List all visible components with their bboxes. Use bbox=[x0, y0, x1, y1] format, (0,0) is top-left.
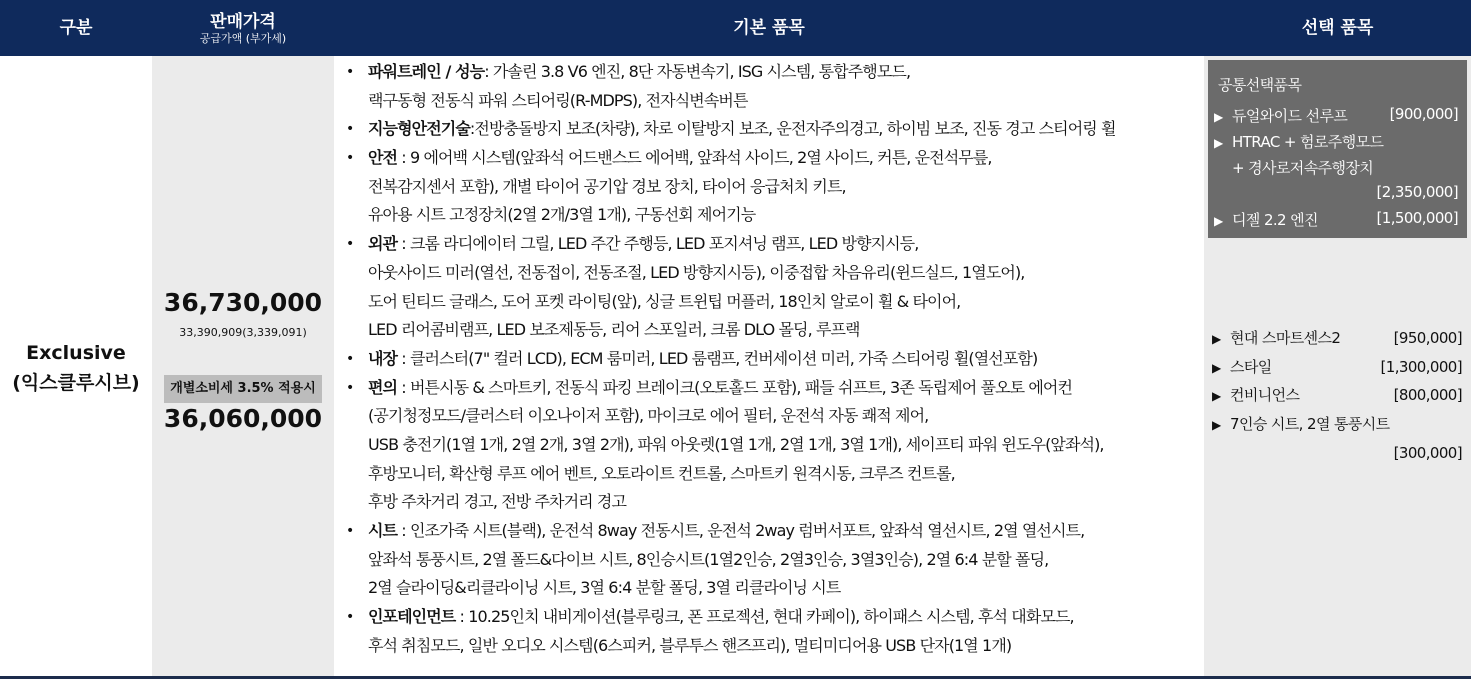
trim-option-item: ▶ 스타일 [1,300,000] bbox=[1212, 353, 1462, 382]
trim-option-item: ▶ 현대 스마트센스2 [950,000] bbox=[1212, 324, 1462, 353]
trim-option-price: [300,000] bbox=[1393, 443, 1462, 462]
price-tax: 36,060,000 bbox=[163, 404, 323, 433]
trim-name: Exclusive bbox=[26, 341, 126, 364]
basic-item-convenience: • 편의 : 버튼시동 & 스마트키, 전동식 파킹 브레이크(오토홀드 포함), 패들 쉬프트, 3존 독립제어 풀오토 에어컨 bbox=[346, 377, 1073, 397]
basic-items bbox=[338, 58, 1204, 660]
basic-item-line: 랙구동형 전동식 파워 스티어링(R-MDPS), 전자식변속버튼 bbox=[368, 90, 748, 110]
common-options-box bbox=[1208, 60, 1467, 238]
header-price-label: 판매가격 bbox=[210, 11, 276, 32]
basic-item-powertrain: • 파워트레인 / 성능: 가솔린 3.8 V6 엔진, 8단 자동변속기, ISG 시스템, 통합주행모드, bbox=[346, 62, 911, 81]
common-option-subline: + 경사로저속주행장치 bbox=[1232, 159, 1374, 177]
basic-item-exterior: • 외관 : 크롬 라디에이터 그릴, LED 주간 주행등, LED 포지셔닝 램프, LED 방향지시등, bbox=[346, 234, 919, 254]
bullet-triangle-icon: ▶ bbox=[1212, 332, 1221, 346]
header-basic-label: 기본 품목 bbox=[733, 18, 805, 38]
basic-item-line: 2열 슬라이딩&리클라이닝 시트, 3열 6:4 분할 폴딩, 3열 리클라이닝 시트 bbox=[368, 578, 841, 598]
common-option-item: ▶ 듀얼와이드 선루프 [900,000] bbox=[1214, 105, 1458, 125]
basic-item-line: 도어 틴티드 글래스, 도어 포켓 라이팅(앞), 싱글 트윈팁 머플러, 18인치 알로이 휠 & 타이어, bbox=[368, 291, 961, 311]
header-trim-label: 구분 bbox=[59, 18, 93, 38]
trim-option-item: ▶ 컨비니언스 [800,000] bbox=[1212, 381, 1462, 410]
tax-label: 개별소비세 3.5% 적용시 bbox=[164, 375, 322, 403]
header-trim bbox=[0, 0, 152, 56]
bullet-triangle-icon: ▶ bbox=[1214, 136, 1223, 150]
header-option bbox=[1204, 0, 1471, 56]
price-cell bbox=[156, 56, 330, 679]
header-price-sublabel: 공급가액 (부가세) bbox=[199, 31, 287, 45]
price-main: 36,730,000 bbox=[163, 288, 323, 317]
basic-item-safety-tech: • 지능형안전기술:전방충돌방지 보조(차량), 차로 이탈방지 보조, 운전자주의경고, 하이빔 보조, 진동 경고 스티어링 휠 bbox=[346, 119, 1116, 139]
trim-cell bbox=[0, 56, 152, 679]
basic-item-line: 전복감지센서 포함), 개별 타이어 공기압 경보 장치, 타이어 응급처치 키트, bbox=[368, 176, 846, 196]
common-option-item: ▶ HTRAC + 험로주행모드 bbox=[1214, 133, 1384, 151]
basic-item-seat: • 시트 : 인조가죽 시트(블랙), 운전석 8way 전동시트, 운전석 2way 럼버서포트, 앞좌석 열선시트, 2열 열선시트, bbox=[346, 521, 1085, 540]
common-option-price: [2,350,000] bbox=[1376, 183, 1458, 201]
trim-option-item: ▶ 7인승 시트, 2열 통풍시트 bbox=[1212, 410, 1462, 439]
header-basic bbox=[334, 0, 1204, 56]
basic-item-line: 후방 주차거리 경고, 전방 주차거리 경고 bbox=[368, 492, 627, 512]
basic-item-safety: • 안전 : 9 에어백 시스템(앞좌석 어드밴스드 에어백, 앞좌석 사이드, 2열 사이드, 커튼, 운전석무릎, bbox=[346, 148, 992, 168]
header-price bbox=[152, 0, 334, 56]
price-supply: 33,390,909(3,339,091) bbox=[179, 326, 307, 339]
table-header bbox=[0, 0, 1471, 56]
basic-item-line: 유아용 시트 고정장치(2열 2개/3열 1개), 구동선회 제어기능 bbox=[368, 205, 756, 225]
trim-options bbox=[1212, 324, 1462, 467]
basic-item-line: USB 충전기(1열 1개, 2열 2개, 3열 2개), 파워 아웃렛(1열 1개, 2열 1개, 3열 1개), 세이프티 파워 윈도우(앞좌석), bbox=[368, 434, 1104, 454]
basic-item-line: 후방모니터, 확산형 루프 에어 벤트, 오토라이트 컨트롤, 스마트키 원격시동, 크루즈 컨트롤, bbox=[368, 463, 955, 483]
basic-item-line: 앞좌석 통풍시트, 2열 폴드&다이브 시트, 8인승시트(1열2인승, 2열3인승, 3열3인승), 2열 6:4 분할 폴딩, bbox=[368, 549, 1049, 569]
bullet-triangle-icon: ▶ bbox=[1214, 214, 1223, 228]
basic-item-line: 아웃사이드 미러(열선, 전동접이, 전동조절, LED 방향지시등), 이중접합 차음유리(윈드실드, 1열도어), bbox=[368, 262, 1025, 282]
bullet-triangle-icon: ▶ bbox=[1212, 360, 1221, 375]
basic-item-interior: • 내장 : 클러스터(7" 컬러 LCD), ECM 룸미러, LED 룸램프, 컨버세이션 미러, 가죽 스티어링 휠(열선포함) bbox=[346, 348, 1038, 368]
common-options-title: 공통선택품목 bbox=[1218, 76, 1302, 94]
basic-item-line: 후석 취침모드, 일반 오디오 시스템(6스피커, 블루투스 핸즈프리), 멀티미디어용 USB 단자(1열 1개) bbox=[368, 635, 1012, 655]
bullet-triangle-icon: ▶ bbox=[1214, 110, 1223, 124]
common-option-item: ▶ 디젤 2.2 엔진 [1,500,000] bbox=[1214, 209, 1458, 229]
bullet-triangle-icon: ▶ bbox=[1212, 389, 1221, 404]
basic-item-line: (공기청정모드/클러스터 이오나이저 포함), 마이크로 에어 필터, 운전석 자동 쾌적 제어, bbox=[368, 406, 929, 426]
bullet-triangle-icon: ▶ bbox=[1212, 418, 1221, 433]
trim-name-kr: (익스클루시브) bbox=[12, 371, 140, 394]
basic-item-line: LED 리어콤비램프, LED 보조제동등, 리어 스포일러, 크롬 DLO 몰딩, 루프랙 bbox=[368, 320, 860, 340]
basic-item-infotainment: • 인포테인먼트 : 10.25인치 내비게이션(블루링크, 폰 프로젝션, 현대 카페이), 하이패스 시스템, 후석 대화모드, bbox=[346, 607, 1074, 627]
header-option-label: 선택 품목 bbox=[1301, 18, 1374, 38]
